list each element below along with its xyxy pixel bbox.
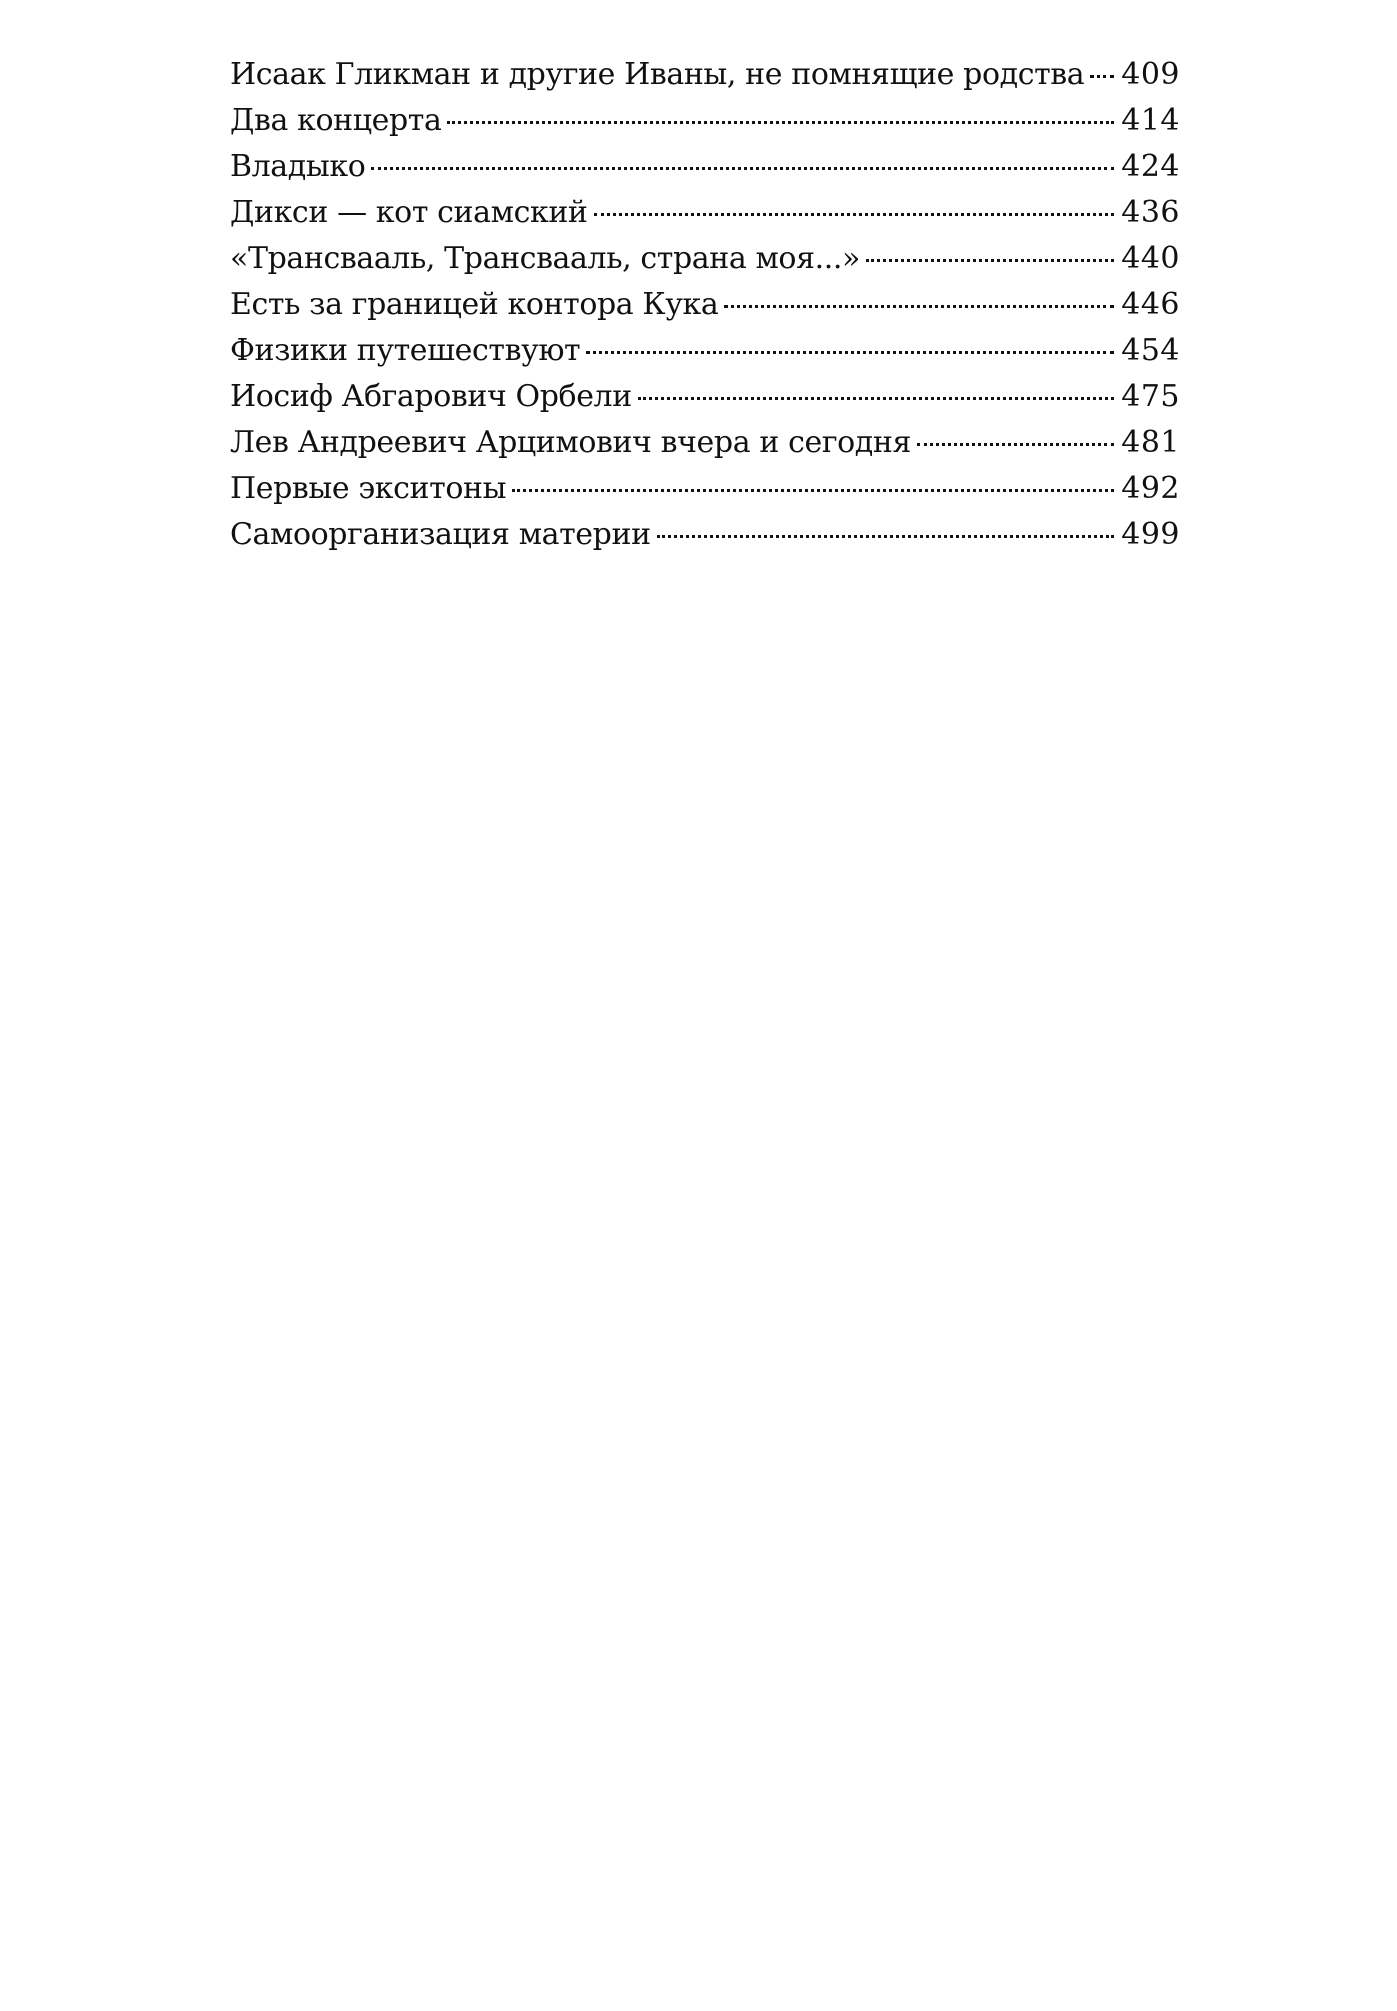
toc-entry-page: 492: [1121, 471, 1180, 506]
toc-entry: [230, 328, 1180, 374]
toc-entry: [230, 144, 1180, 190]
toc-entry: [230, 420, 1180, 466]
toc-entry-title: Самоорганизация материи: [230, 517, 651, 552]
toc-entry-title: Дикси — кот сиамский: [230, 195, 588, 230]
toc-entry-page: 440: [1121, 241, 1180, 276]
toc-entry-page: 436: [1121, 195, 1180, 230]
toc-entry: [230, 98, 1180, 144]
table-of-contents: [230, 52, 1180, 558]
toc-dot-leader: [371, 167, 1114, 170]
toc-dot-leader: [638, 397, 1114, 400]
toc-entry-page: 499: [1121, 517, 1180, 552]
toc-entry-page: 424: [1121, 149, 1180, 184]
toc-entry-title: Владыко: [230, 149, 366, 184]
toc-entry: [230, 190, 1180, 236]
toc-dot-leader: [724, 305, 1114, 308]
toc-entry-title: Исаак Гликман и другие Иваны, не помнящие родства: [230, 57, 1085, 92]
toc-dot-leader: [594, 213, 1114, 216]
toc-entry-page: 454: [1121, 333, 1180, 368]
toc-dot-leader: [866, 259, 1114, 262]
toc-entry-title: «Трансвааль, Трансвааль, страна моя...»: [230, 241, 860, 276]
toc-dot-leader: [447, 121, 1114, 124]
toc-dot-leader: [1090, 75, 1114, 78]
toc-entry: [230, 282, 1180, 328]
toc-entry-page: 481: [1121, 425, 1180, 460]
toc-entry-title: Есть за границей контора Кука: [230, 287, 719, 322]
toc-entry-page: 475: [1121, 379, 1180, 414]
toc-entry-title: Физики путешествуют: [230, 333, 581, 368]
toc-entry-title: Два концерта: [230, 103, 442, 138]
toc-dot-leader: [917, 443, 1114, 446]
toc-entry: [230, 512, 1180, 558]
toc-dot-leader: [586, 351, 1114, 354]
toc-dot-leader: [657, 535, 1114, 538]
toc-entry-page: 414: [1121, 103, 1180, 138]
toc-entry-page: 409: [1121, 57, 1180, 92]
toc-entry: [230, 466, 1180, 512]
toc-entry-title: Первые экситоны: [230, 471, 507, 506]
toc-entry: [230, 374, 1180, 420]
toc-entry-title: Лев Андреевич Арцимович вчера и сегодня: [230, 425, 911, 460]
toc-entry: [230, 52, 1180, 98]
toc-entry-title: Иосиф Абгарович Орбели: [230, 379, 632, 414]
toc-entry-page: 446: [1121, 287, 1180, 322]
toc-dot-leader: [512, 489, 1114, 492]
toc-entry: [230, 236, 1180, 282]
